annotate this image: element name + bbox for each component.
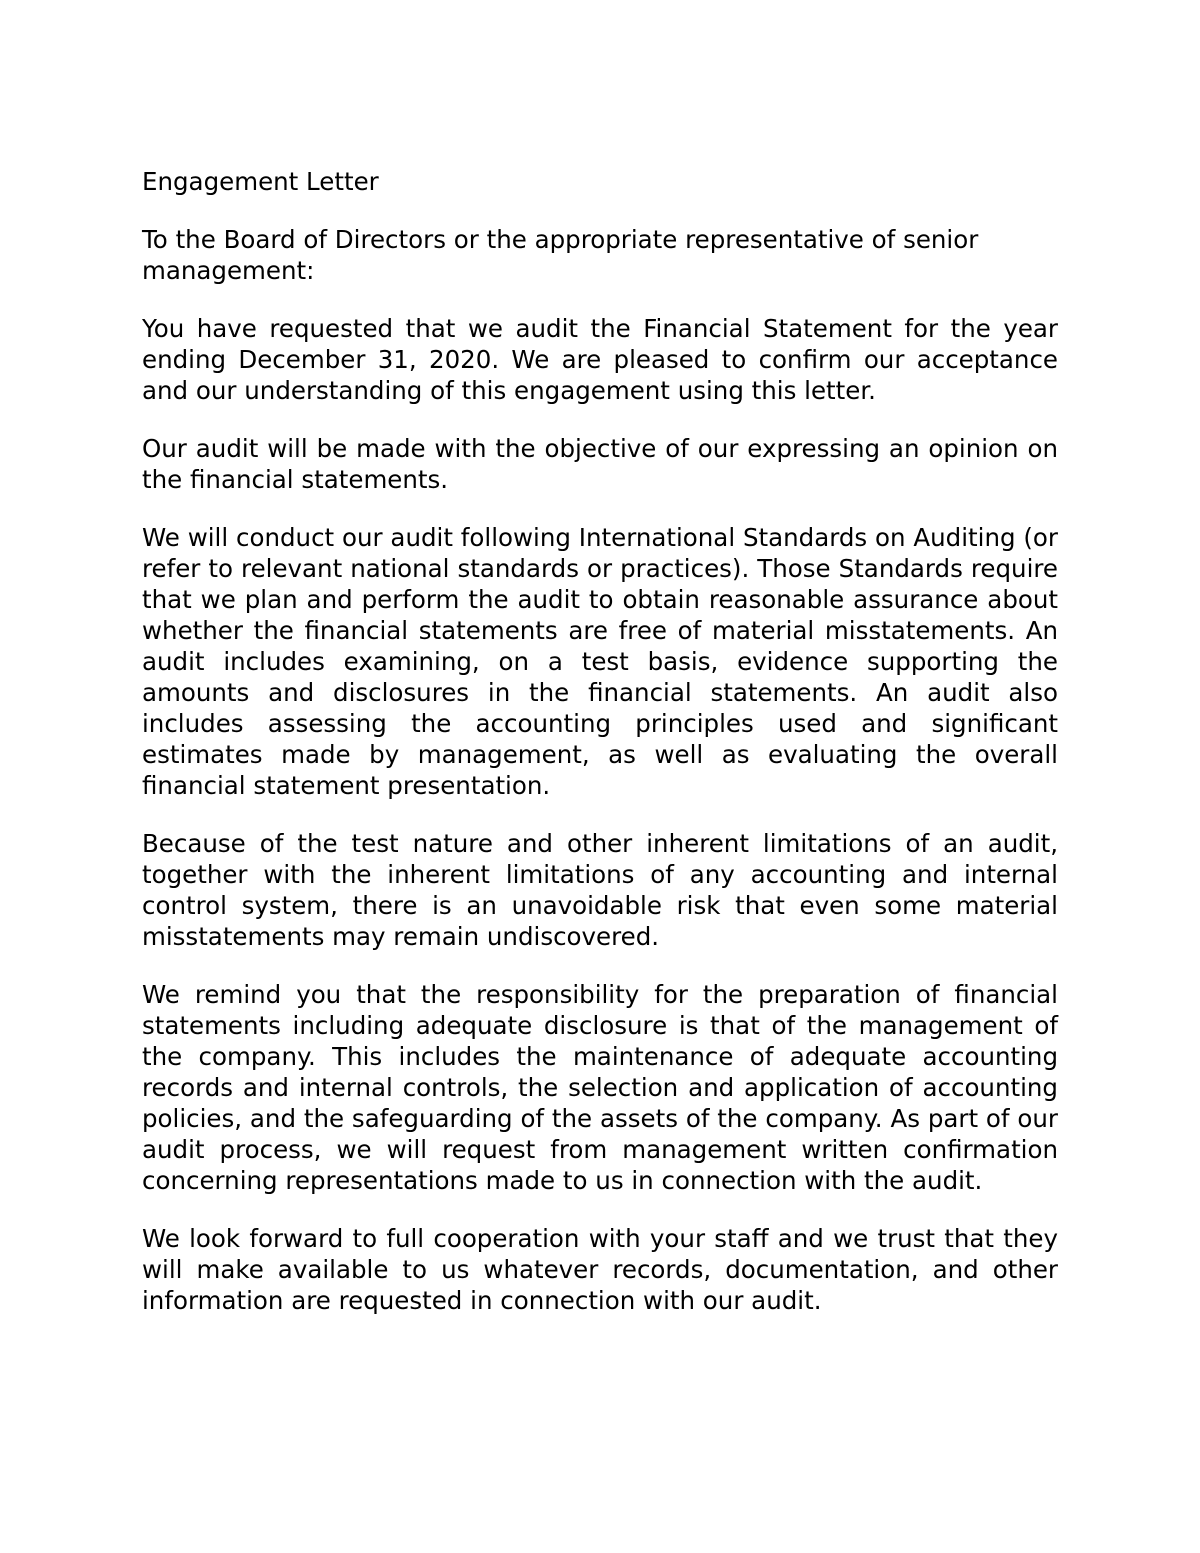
letter-body xyxy=(142,166,1058,1316)
paragraph-responsibility: We remind you that the responsibility for the preparation of financial statements including adequate disclosure is that of the management of the company. This includes the maintenance of adequate accounting records and internal controls, the selection and application of accounting policies, and the safeguarding of the assets of the company. As part of our audit process, we will request from management written confirmation concerning representations made to us in connection with the audit. xyxy=(142,980,1058,1195)
letter-title: Engagement Letter xyxy=(142,167,379,196)
paragraph-objective: Our audit will be made with the objective of our expressing an opinion on the financial statements. xyxy=(142,434,1058,494)
paragraph-request: You have requested that we audit the Financial Statement for the year ending December 31, 2020. We are pleased to confirm our acceptance and our understanding of this engagement using this letter. xyxy=(142,314,1058,405)
paragraph-limitations: Because of the test nature and other inherent limitations of an audit, together with the inherent limitations of any accounting and internal control system, there is an unavoidable risk that even some material misstatements may remain undiscovered. xyxy=(142,829,1058,951)
paragraph-cooperation: We look forward to full cooperation with your staff and we trust that they will make available to us whatever records, documentation, and other information are requested in connection with our audit. xyxy=(142,1224,1058,1315)
letter-salutation: To the Board of Directors or the appropriate representative of senior management: xyxy=(142,225,979,285)
paragraph-standards: We will conduct our audit following International Standards on Auditing (or refer to relevant national standards or practices). Those Standards require that we plan and perform the audit to obtain reasonable assurance about whether the financial statements are free of material misstatements. An audit includes examining, on a test basis, evidence supporting the amounts and disclosures in the financial statements. An audit also includes assessing the accounting principles used and significant estimates made by management, as well as evaluating the overall financial statement presentation. xyxy=(142,523,1058,800)
